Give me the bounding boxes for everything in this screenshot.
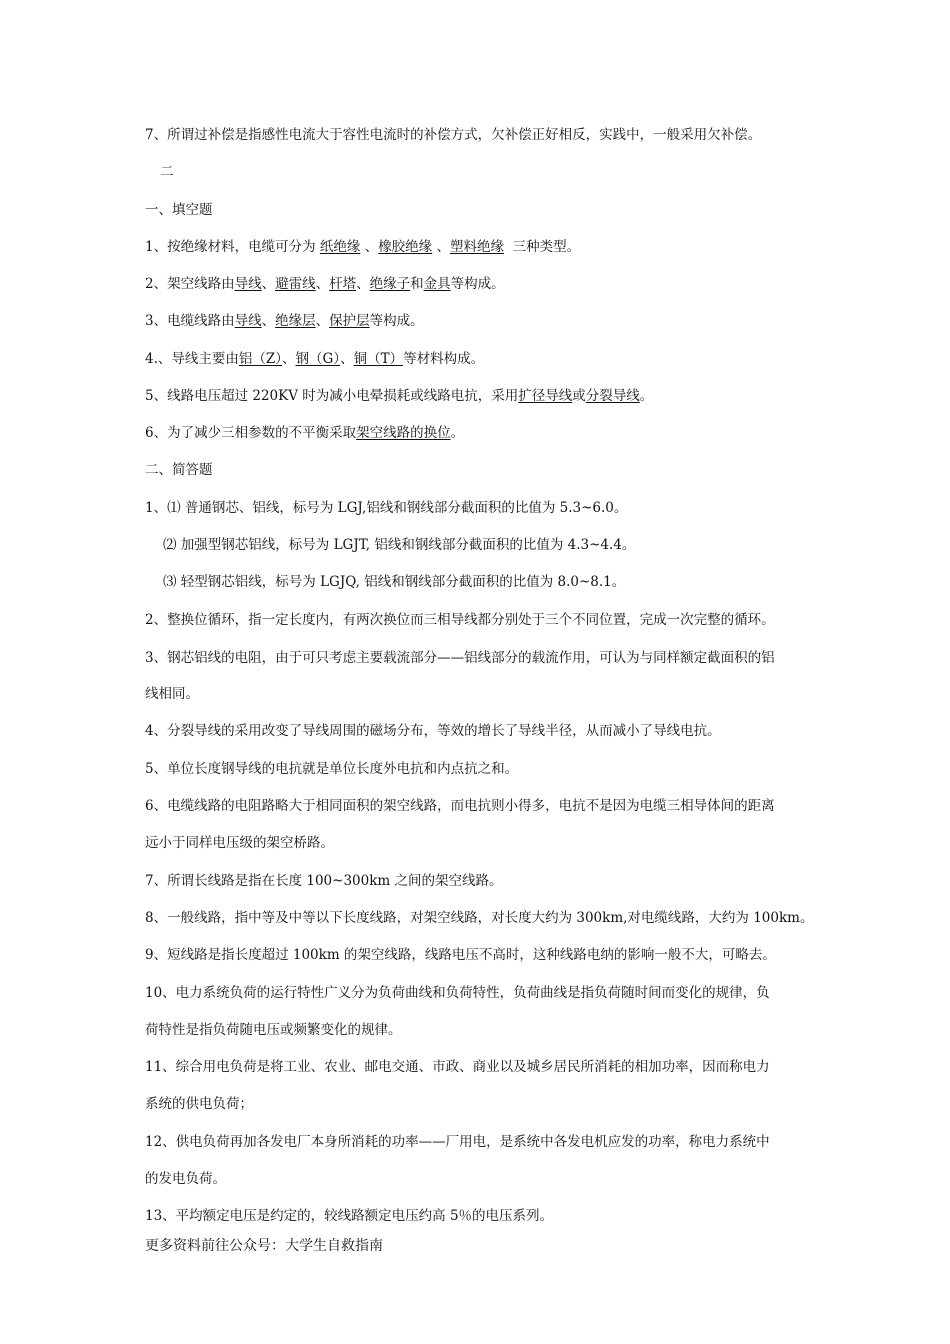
fill-q1: 1、按绝缘材料，电缆可分为 纸绝缘 、橡胶绝缘 、塑料绝缘 三种类型。: [145, 239, 581, 255]
answer: 塑料绝缘: [449, 239, 504, 255]
short-a1-3: ⑶ 轻型钢芯铝线，标号为 LGJQ, 铝线和钢线部分截面积的比值为 8.0~8.1。: [163, 574, 626, 590]
short-a11-line2: 系统的供电负荷；: [145, 1096, 253, 1112]
short-a7: 7、所谓长线路是指在长度 100~300km 之间的架空线路。: [145, 873, 503, 889]
fill-q4: 4.、导线主要由铝（Z）、钢（G）、铜（T）等材料构成。: [145, 351, 485, 367]
fill-heading: 一、填空题: [145, 202, 213, 218]
section-number: 二: [160, 164, 174, 180]
short-a1-2: ⑵ 加强型钢芯铝线，标号为 LGJT, 铝线和钢线部分截面积的比值为 4.3~4.4。: [163, 537, 636, 553]
short-a11-line1: 11、综合用电负荷是将工业、农业、邮电交通、市政、商业以及城乡居民所消耗的相加功率，因而称电力: [145, 1059, 770, 1075]
answer: 橡胶绝缘: [378, 239, 433, 255]
short-a1-1: 1、⑴ 普通钢芯、铝线，标号为 LGJ,铝线和钢线部分截面积的比值为 5.3~6.0。: [145, 500, 628, 516]
footer-note: 更多资料前往公众号：大学生自救指南: [145, 1238, 383, 1254]
short-a12-line2: 的发电负荷。: [145, 1171, 226, 1187]
short-a8: 8、一般线路，指中等及中等以下长度线路，对架空线路，对长度大约为 300km,对电缆线路，大约为 100km。: [145, 910, 814, 926]
short-a13: 13、平均额定电压是约定的，较线路额定电压约高 5％的电压系列。: [145, 1208, 554, 1224]
short-a3-line2: 线相同。: [145, 686, 199, 702]
short-a2: 2、整换位循环，指一定长度内，有两次换位而三相导线都分别处于三个不同位置，完成一次完整的循环。: [145, 612, 775, 628]
fill-q3: 3、电缆线路由导线、绝缘层、保护层等构成。: [145, 313, 424, 329]
paragraph-7: 7、所谓过补偿是指感性电流大于容性电流时的补偿方式，欠补偿正好相反，实践中，一般采用欠补偿。: [145, 127, 762, 143]
short-a4: 4、分裂导线的采用改变了导线周围的磁场分布，等效的增长了导线半径，从而减小了导线电抗。: [145, 723, 721, 739]
short-a10-line1: 10、电力系统负荷的运行特性广义分为负荷曲线和负荷特性，负荷曲线是指负荷随时间而变化的规律，负: [145, 985, 770, 1001]
short-heading: 二、简答题: [145, 462, 213, 478]
short-a6-line1: 6、电缆线路的电阻路略大于相同面积的架空线路，而电抗则小得多，电抗不是因为电缆三相导体间的距离: [145, 798, 775, 814]
short-a6-line2: 远小于同样电压级的架空桥路。: [145, 835, 334, 851]
short-a5: 5、单位长度钢导线的电抗就是单位长度外电抗和内点抗之和。: [145, 761, 519, 777]
fill-q6: 6、为了减少三相参数的不平衡采取架空线路的换位。: [145, 425, 465, 441]
short-a10-line2: 荷特性是指负荷随电压或频繁变化的规律。: [145, 1022, 402, 1038]
short-a9: 9、短线路是指长度超过 100km 的架空线路，线路电压不高时，这种线路电纳的影响一般不大，可略去。: [145, 947, 776, 963]
answer: 纸绝缘: [319, 239, 361, 255]
short-a12-line1: 12、供电负荷再加各发电厂本身所消耗的功率——厂用电，是系统中各发电机应发的功率，称电力系统中: [145, 1134, 770, 1150]
fill-q2: 2、架空线路由导线、避雷线、杆塔、绝缘子和金具等构成。: [145, 276, 505, 292]
fill-q5: 5、线路电压超过 220KV 时为减小电晕损耗或线路电抗，采用扩径导线或分裂导线。: [145, 388, 654, 404]
short-a3-line1: 3、钢芯铝线的电阻，由于可只考虑主要载流部分——铝线部分的载流作用，可认为与同样额定截面积的铝: [145, 650, 775, 666]
